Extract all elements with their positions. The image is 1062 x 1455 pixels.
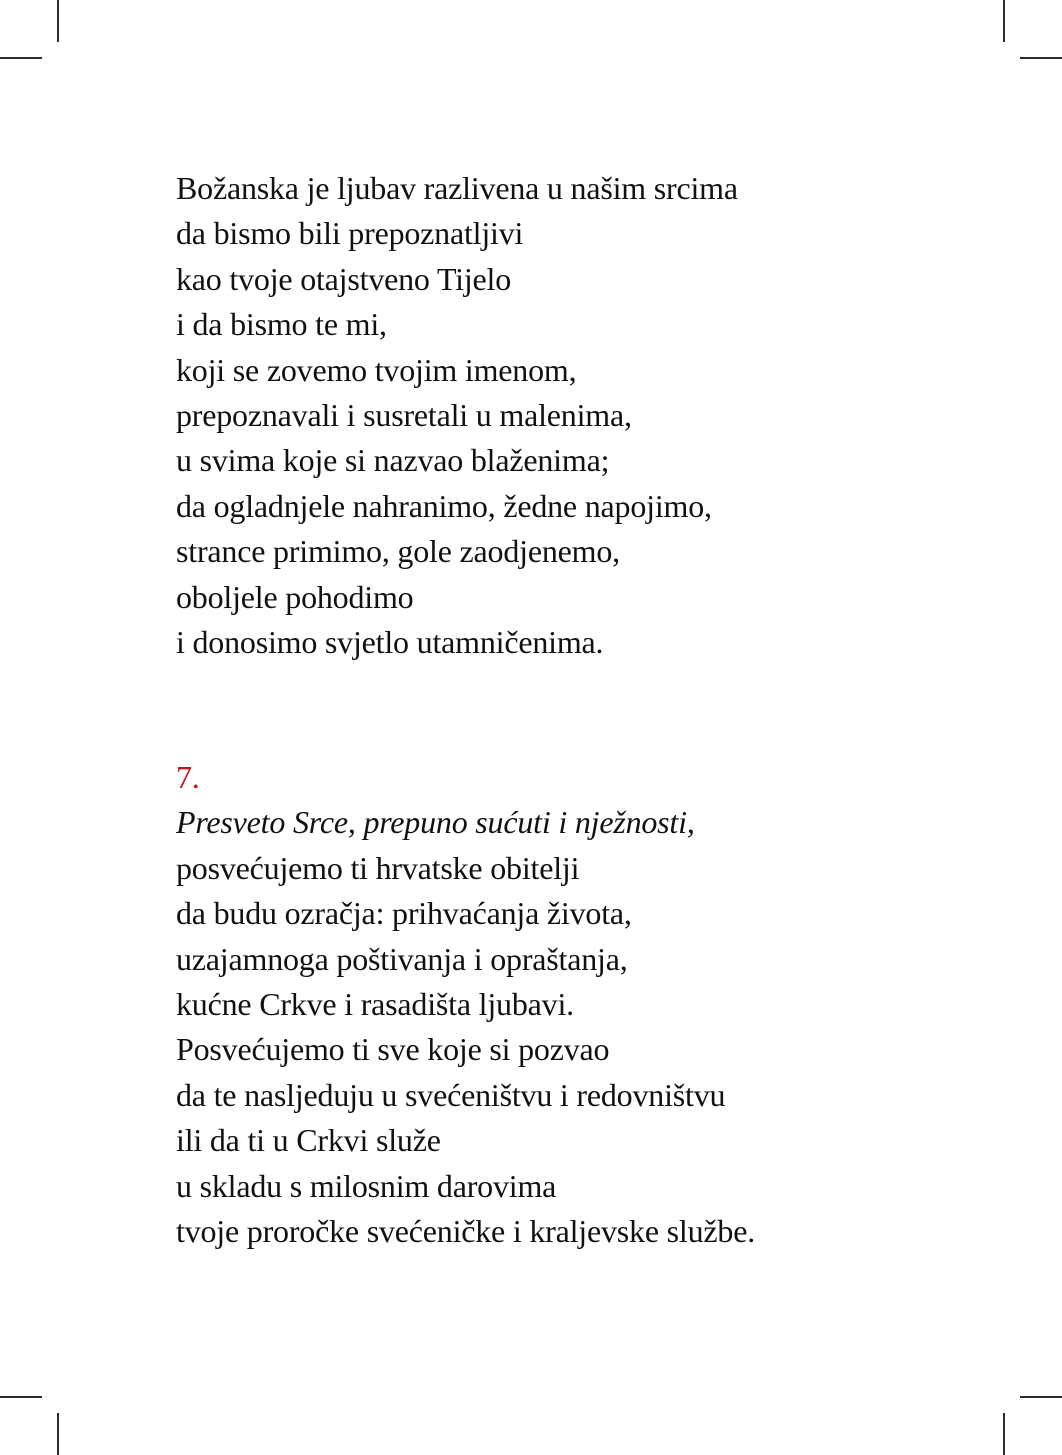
verse-line: da bismo bili prepoznatljivi	[176, 215, 524, 252]
invocation-line: Presveto Srce, prepuno sućuti i nježnosti,	[176, 804, 695, 841]
verse-line: tvoje proročke svećeničke i kraljevske službe.	[176, 1212, 756, 1249]
verse-line: Božanska je ljubav razlivena u našim srcima	[176, 170, 738, 206]
verse-line: oboljele pohodimo	[176, 578, 414, 615]
stanza-continuation	[176, 166, 738, 665]
verse-line: u svima koje si nazvao blaženima;	[176, 442, 610, 479]
verse-line: da ogladnjele nahranimo, žedne napojimo,	[176, 487, 712, 524]
crop-mark-top-right-vertical	[1003, 0, 1005, 42]
verse-line: da budu ozračja: prihvaćanja života,	[176, 895, 632, 932]
crop-mark-bottom-right-horizontal	[1020, 1396, 1062, 1398]
crop-mark-top-left-horizontal	[0, 57, 42, 59]
verse-line: u skladu s milosnim darovima	[176, 1167, 557, 1204]
verse-line: uzajamnoga poštivanja i opraštanja,	[176, 940, 628, 977]
crop-mark-bottom-right-vertical	[1003, 1413, 1005, 1455]
verse-line: i da bismo te mi,	[176, 306, 387, 343]
section-7	[176, 755, 755, 1254]
verse-line: kućne Crkve i rasadišta ljubavi.	[176, 985, 574, 1022]
verse-line: koji se zovemo tvojim imenom,	[176, 351, 577, 388]
verse-line: da te nasljeduju u svećeništvu i redovništvu	[176, 1076, 726, 1113]
crop-mark-top-right-horizontal	[1020, 57, 1062, 59]
crop-mark-top-left-vertical	[57, 0, 59, 42]
verse-line: prepoznavali i susretali u malenima,	[176, 396, 632, 433]
verse-line: ili da ti u Crkvi služe	[176, 1122, 441, 1159]
section-number: 7.	[176, 759, 200, 795]
crop-mark-bottom-left-horizontal	[0, 1396, 42, 1398]
verse-line: i donosimo svjetlo utamničenima.	[176, 623, 604, 660]
verse-line: Posvećujemo ti sve koje si pozvao	[176, 1031, 610, 1068]
verse-line: posvećujemo ti hrvatske obitelji	[176, 849, 580, 886]
crop-mark-bottom-left-vertical	[57, 1413, 59, 1455]
verse-line: strance primimo, gole zaodjenemo,	[176, 533, 620, 570]
verse-line: kao tvoje otajstveno Tijelo	[176, 260, 512, 297]
